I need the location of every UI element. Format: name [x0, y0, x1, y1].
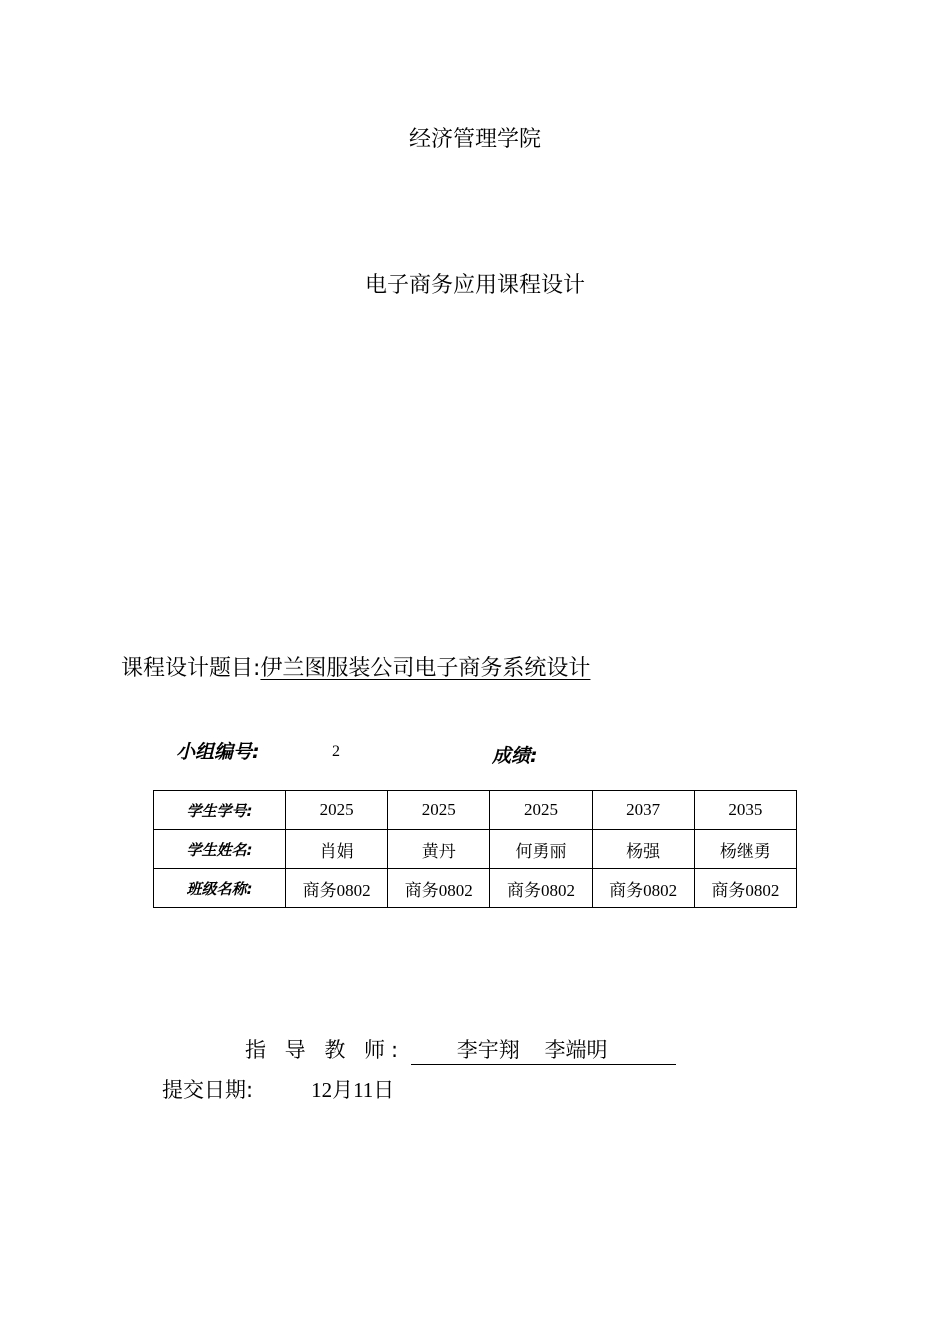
submission-label: 提交日期:: [162, 1078, 254, 1102]
table-cell: 杨继勇: [694, 830, 796, 869]
table-cell: 商务0802: [490, 869, 592, 908]
submission-row: [162, 1074, 394, 1104]
table-cell: 2037: [592, 791, 694, 830]
score-label: 成绩:: [492, 745, 538, 767]
table-cell: 商务0802: [286, 869, 388, 908]
row-label-student-name: 学生姓名:: [154, 830, 286, 869]
course-title: 电子商务应用课程设计: [364, 273, 585, 298]
advisor-value: 李宇翔 李端明: [411, 1034, 676, 1065]
college-name: 经济管理学院: [408, 127, 541, 152]
advisor-label: 指 导 教 师:: [245, 1038, 405, 1062]
group-number-label: 小组编号:: [176, 741, 260, 763]
row-label-class-name: 班级名称:: [154, 869, 286, 908]
topic-label: 课程设计题目:: [121, 656, 261, 681]
table-cell: 2025: [286, 791, 388, 830]
table-row: [154, 830, 797, 869]
table-row: [154, 791, 797, 830]
table-row: [154, 869, 797, 908]
advisor-row: [245, 1034, 676, 1065]
table-cell: 何勇丽: [490, 830, 592, 869]
topic-value: 伊兰图服装公司电子商务系统设计: [260, 656, 591, 681]
topic-row: [121, 651, 590, 682]
table-cell: 商务0802: [694, 869, 796, 908]
table-cell: 商务0802: [388, 869, 490, 908]
table-cell: 2025: [490, 791, 592, 830]
submission-date: 12月11日: [311, 1078, 395, 1102]
group-number-value: 2: [332, 743, 340, 760]
table-cell: 肖娟: [286, 830, 388, 869]
table-cell: 杨强: [592, 830, 694, 869]
table-cell: 商务0802: [592, 869, 694, 908]
table-cell: 黄丹: [388, 830, 490, 869]
members-table: [153, 790, 797, 908]
table-cell: 2035: [694, 791, 796, 830]
row-label-student-id: 学生学号:: [154, 791, 286, 830]
table-cell: 2025: [388, 791, 490, 830]
